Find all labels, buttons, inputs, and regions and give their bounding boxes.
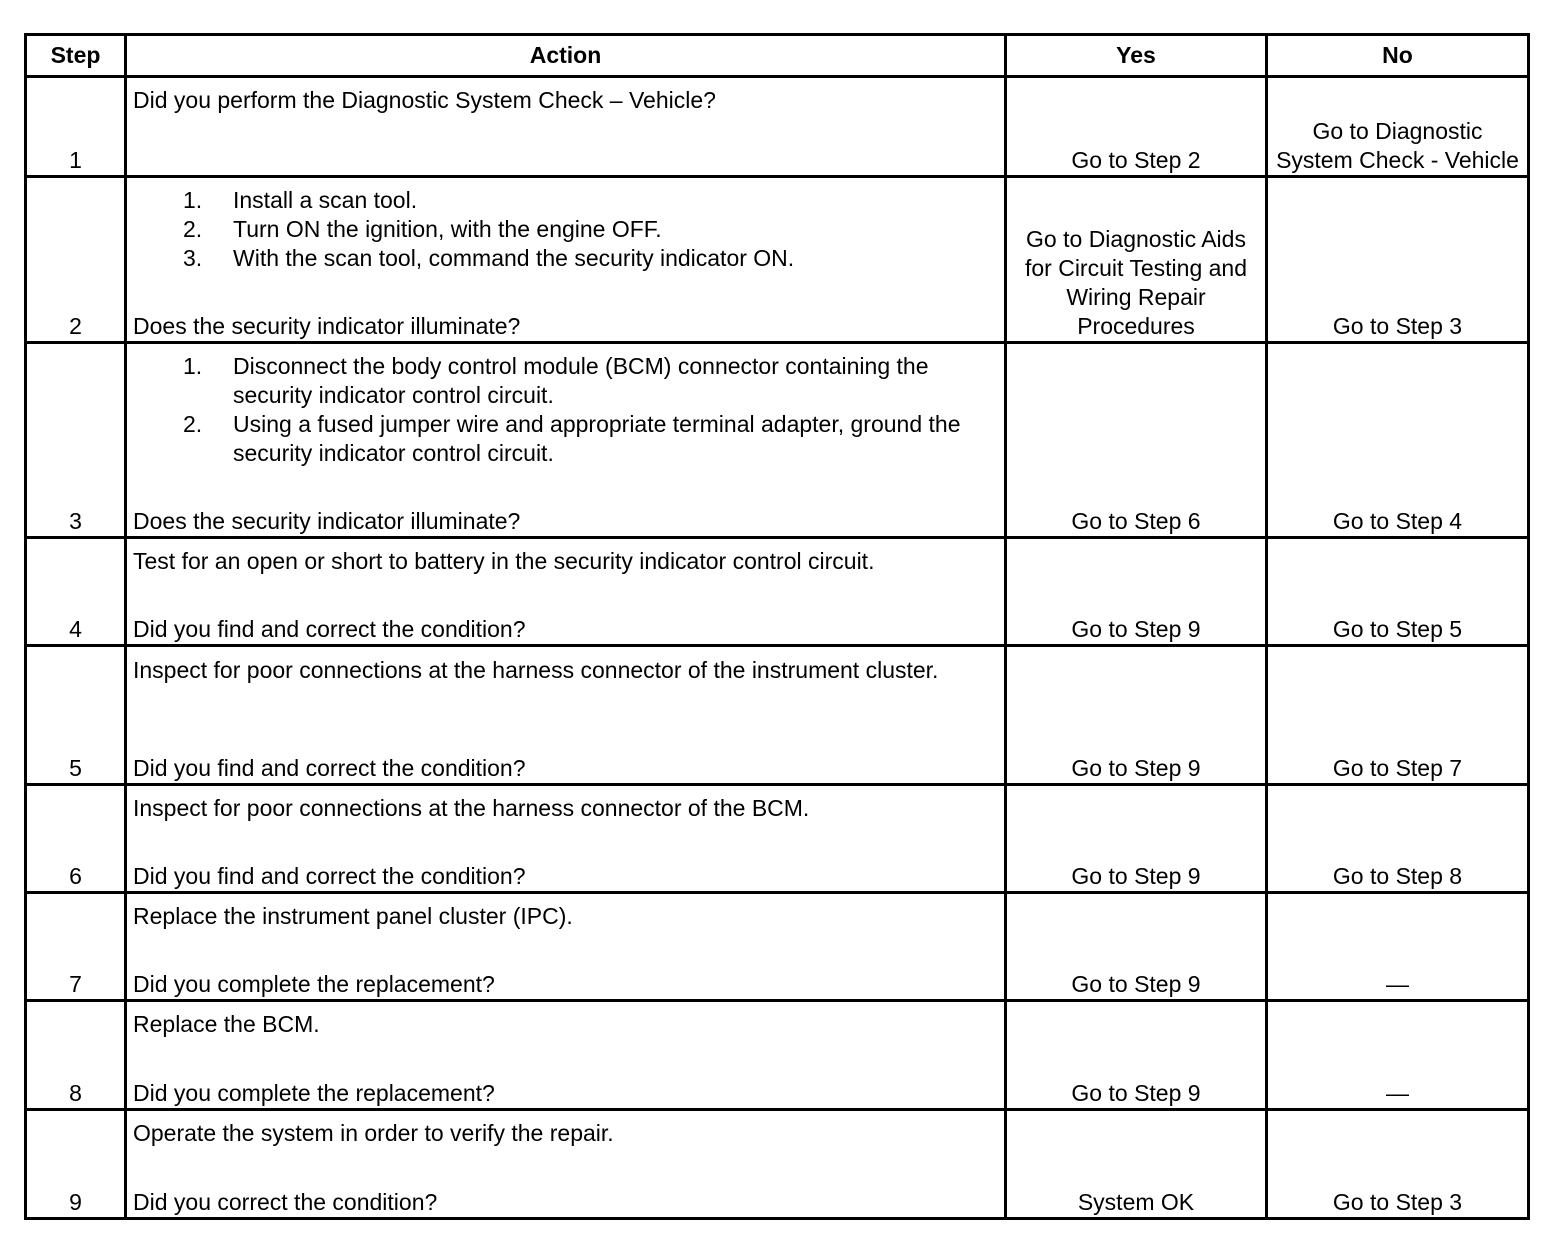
action-question: Did you find and correct the condition? <box>133 862 526 889</box>
action-instruction: Inspect for poor connections at the harness connector of the BCM. <box>133 794 810 821</box>
action-question: Did you complete the replacement? <box>133 1079 495 1106</box>
action-question: Did you complete the replacement? <box>133 970 495 997</box>
no-result: Go to Step 3 <box>1267 177 1529 343</box>
step-number: 5 <box>26 646 126 784</box>
step-number: 2 <box>26 177 126 343</box>
action-cell <box>126 177 1006 343</box>
action-question: Did you find and correct the condition? <box>133 616 526 643</box>
action-instruction: Replace the BCM. <box>133 1010 320 1037</box>
header-row <box>26 35 1529 77</box>
table-row <box>26 538 1529 646</box>
action-cell <box>126 646 1006 784</box>
action-cell <box>126 77 1006 177</box>
list-item-number: 3. <box>183 245 203 272</box>
step-number: 3 <box>26 343 126 538</box>
step-number: 7 <box>26 892 126 1000</box>
action-instruction: Did you perform the Diagnostic System Check – Vehicle? <box>133 87 716 114</box>
no-result: Go to Diagnostic System Check - Vehicle <box>1267 77 1529 177</box>
list-item-number: 2. <box>183 216 203 243</box>
list-item-text: Install a scan tool. <box>233 187 418 214</box>
yes-result: Go to Step 2 <box>1006 77 1267 177</box>
header-action: Action <box>126 35 1006 77</box>
action-question: Does the security indicator illuminate? <box>133 313 521 340</box>
table-row <box>26 646 1529 784</box>
list-item-number: 2. <box>183 411 203 438</box>
yes-result: System OK <box>1006 1109 1267 1218</box>
no-result: Go to Step 3 <box>1267 1109 1529 1218</box>
action-instruction: Operate the system in order to verify the repair. <box>133 1120 614 1146</box>
action-cell <box>126 1109 1006 1218</box>
list-item-number: 1. <box>183 187 203 214</box>
step-number: 6 <box>26 784 126 892</box>
action-cell <box>126 784 1006 892</box>
header-no: No <box>1267 35 1529 77</box>
yes-result: Go to Step 9 <box>1006 1000 1267 1109</box>
list-item-text: Disconnect the body control module (BCM) connector containing the security indicator control circuit. <box>233 353 929 409</box>
no-result: Go to Step 5 <box>1267 538 1529 646</box>
action-question: Did you correct the condition? <box>133 1189 438 1215</box>
action-instruction: Inspect for poor connections at the harness connector of the instrument cluster. <box>133 656 939 683</box>
no-result: — <box>1267 892 1529 1000</box>
yes-result: Go to Diagnostic Aids for Circuit Testing and Wiring Repair Procedures <box>1006 177 1267 343</box>
no-result: Go to Step 4 <box>1267 343 1529 538</box>
step-number: 4 <box>26 538 126 646</box>
header-yes: Yes <box>1006 35 1267 77</box>
header-step: Step <box>26 35 126 77</box>
action-question: Does the security indicator illuminate? <box>133 508 521 535</box>
action-question: Did you find and correct the condition? <box>133 754 526 781</box>
diagnostic-table <box>24 33 1530 1220</box>
table-row <box>26 784 1529 892</box>
list-item <box>183 410 998 468</box>
no-result: Go to Step 8 <box>1267 784 1529 892</box>
step-number: 1 <box>26 77 126 177</box>
list-item <box>183 186 998 215</box>
step-number: 8 <box>26 1000 126 1109</box>
action-instruction: Replace the instrument panel cluster (IPC). <box>133 902 573 929</box>
action-list <box>133 186 998 273</box>
yes-result: Go to Step 9 <box>1006 784 1267 892</box>
list-item <box>183 244 998 273</box>
yes-result: Go to Step 9 <box>1006 892 1267 1000</box>
action-instruction: Test for an open or short to battery in the security indicator control circuit. <box>133 548 875 575</box>
table-row <box>26 1109 1529 1218</box>
table-row <box>26 343 1529 538</box>
list-item-number: 1. <box>183 353 203 380</box>
yes-result: Go to Step 9 <box>1006 646 1267 784</box>
action-list <box>133 352 998 468</box>
list-item-text: With the scan tool, command the security indicator ON. <box>233 245 795 272</box>
step-number: 9 <box>26 1109 126 1218</box>
list-item <box>183 215 998 244</box>
table-row <box>26 77 1529 177</box>
action-cell <box>126 892 1006 1000</box>
action-cell <box>126 538 1006 646</box>
no-result: — <box>1267 1000 1529 1109</box>
no-result: Go to Step 7 <box>1267 646 1529 784</box>
table-row <box>26 892 1529 1000</box>
list-item-text: Using a fused jumper wire and appropriate terminal adapter, ground the security indicator control circuit. <box>233 411 961 467</box>
yes-result: Go to Step 6 <box>1006 343 1267 538</box>
action-cell <box>126 1000 1006 1109</box>
table-row <box>26 177 1529 343</box>
list-item-text: Turn ON the ignition, with the engine OFF. <box>233 216 662 243</box>
list-item <box>183 352 998 410</box>
yes-result: Go to Step 9 <box>1006 538 1267 646</box>
action-cell <box>126 343 1006 538</box>
table-row <box>26 1000 1529 1109</box>
